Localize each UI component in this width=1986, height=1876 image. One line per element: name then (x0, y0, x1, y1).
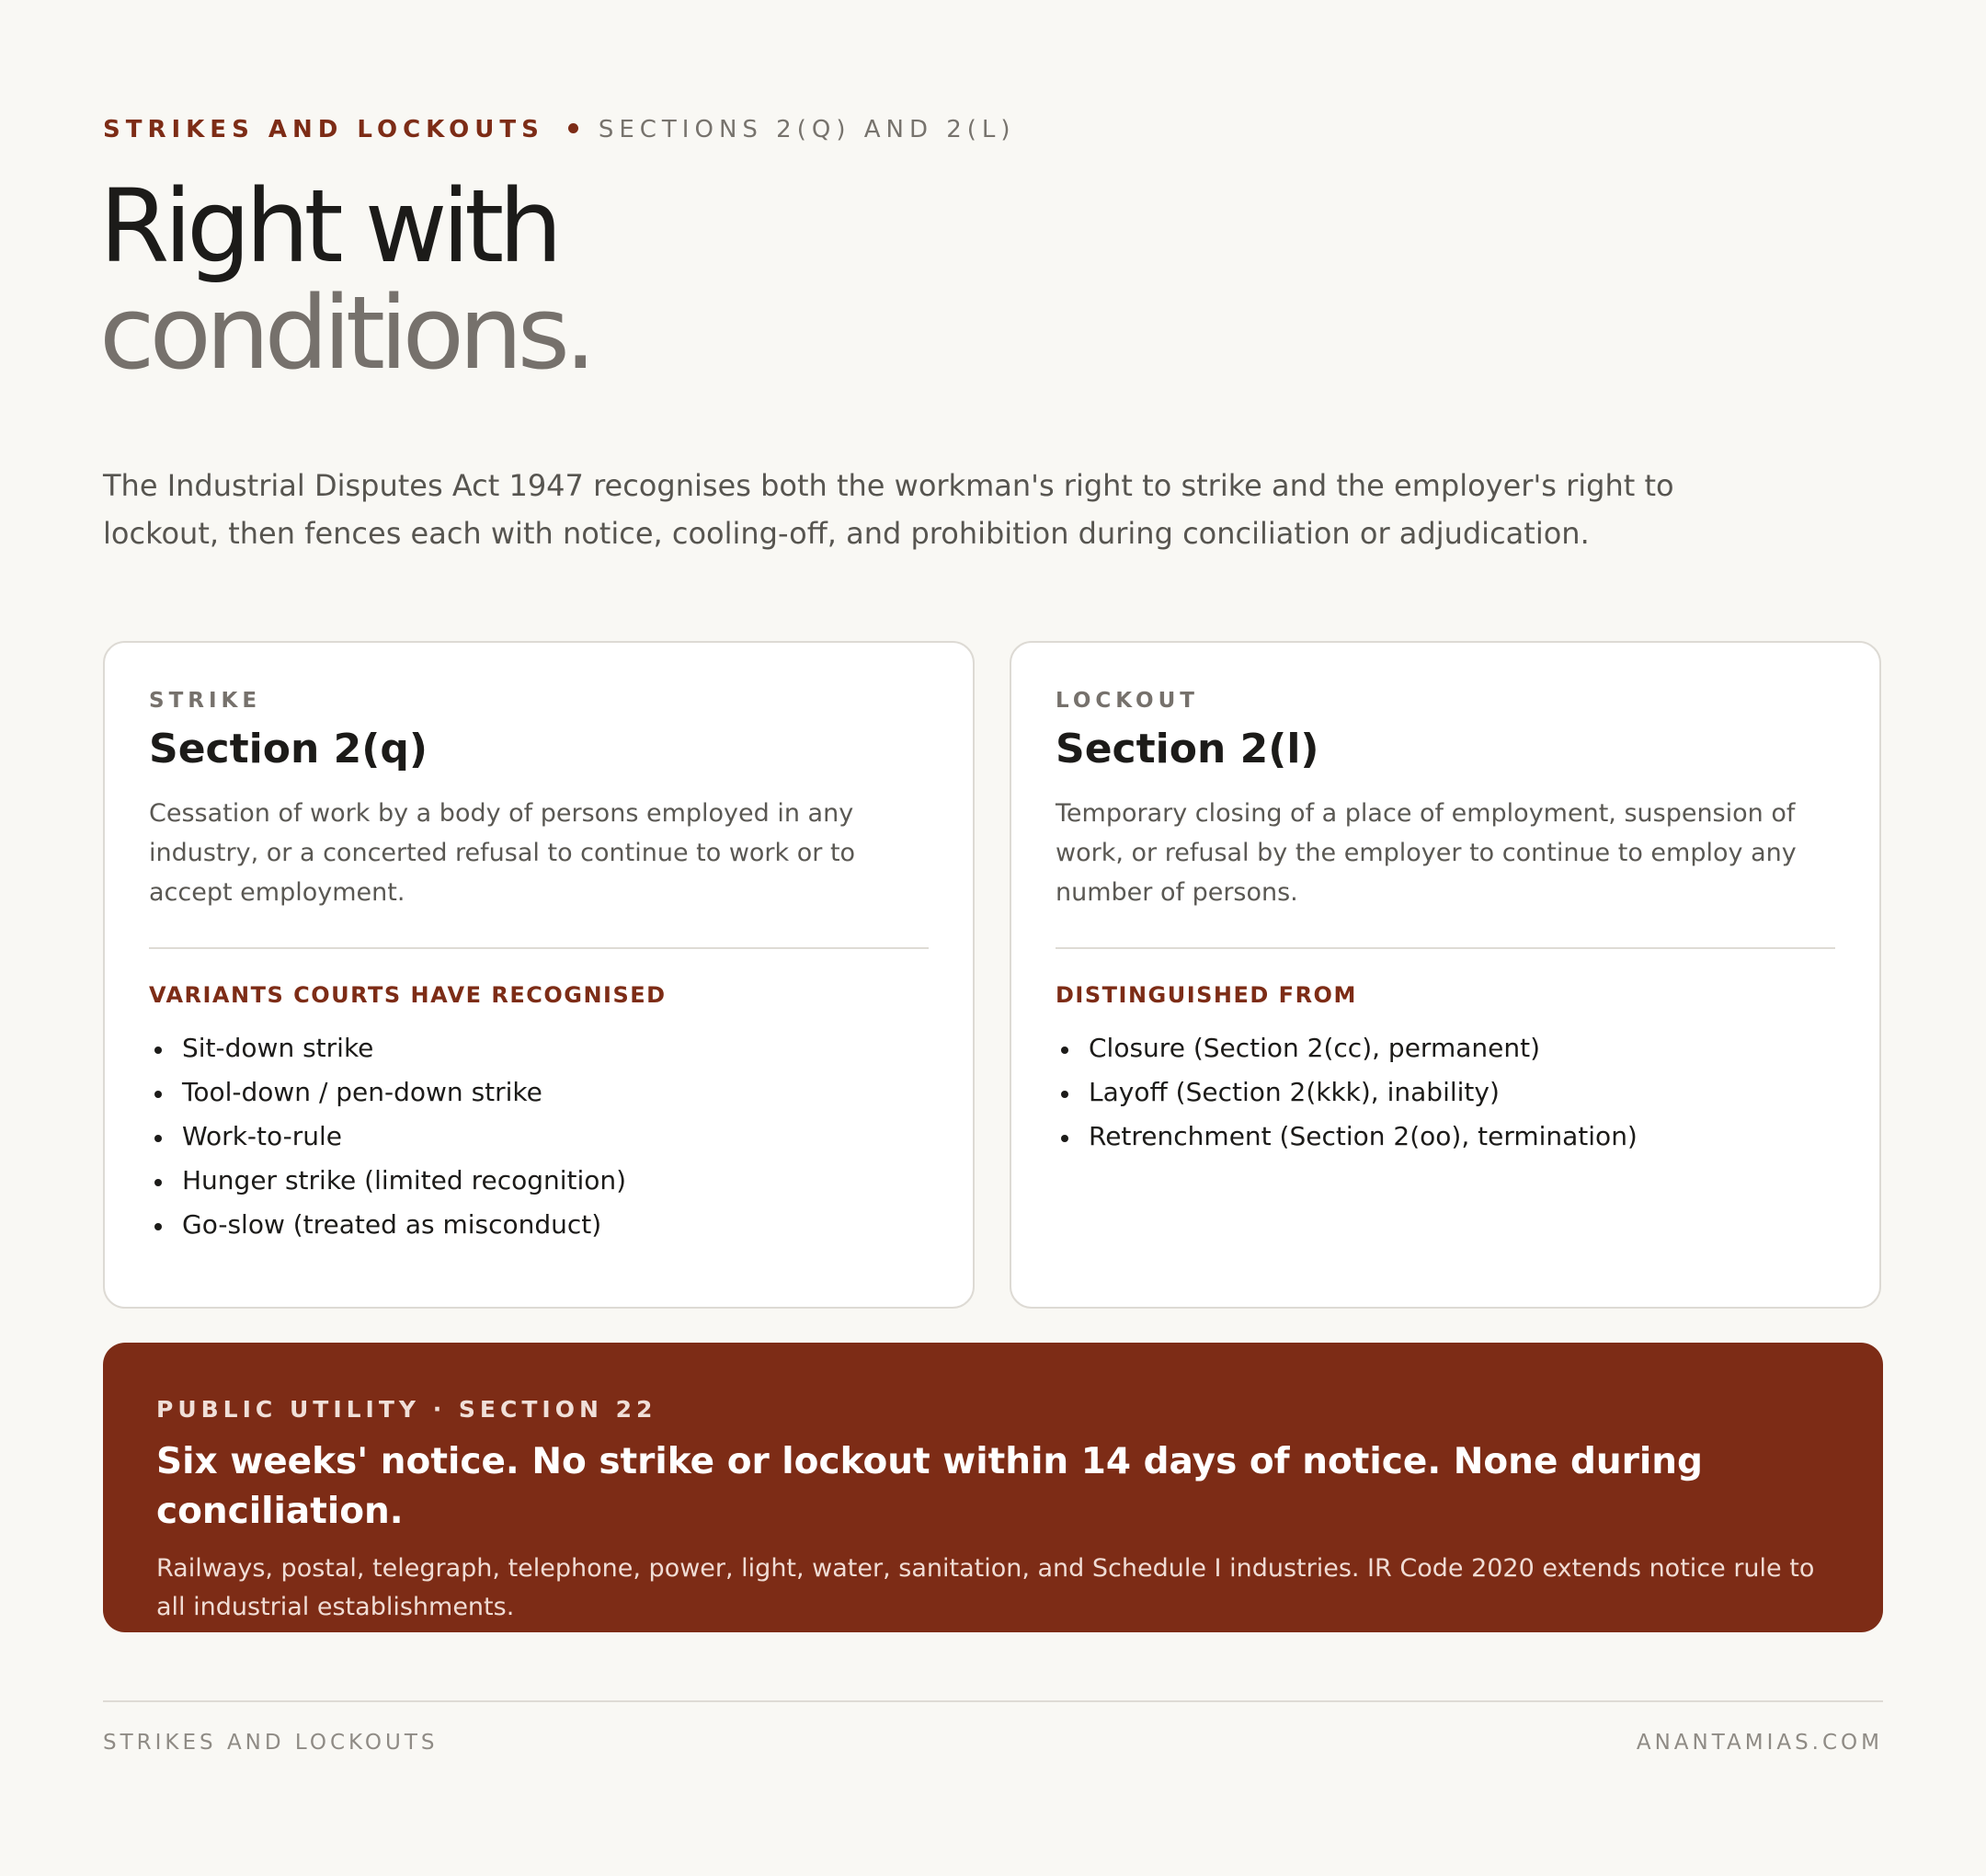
eyebrow (103, 116, 1016, 143)
page-title-line-2: conditions. (99, 274, 591, 392)
card-label: STRIKE (149, 689, 262, 713)
eyebrow-sections: SECTIONS 2(Q) AND 2(L) (598, 116, 1016, 143)
list-item: Work-to-rule (149, 1115, 929, 1159)
card-divider (149, 947, 929, 949)
bullet-dot-icon (568, 123, 578, 133)
banner-label: PUBLIC UTILITY · SECTION 22 (156, 1396, 657, 1423)
list-item: Sit-down strike (149, 1026, 929, 1070)
distinguished-list (1056, 1026, 1835, 1159)
footer-site-link[interactable]: ANANTAMIAS.COM (1636, 1731, 1883, 1755)
list-item: Tool-down / pen-down strike (149, 1070, 929, 1115)
card-subhead: VARIANTS COURTS HAVE RECOGNISED (149, 982, 667, 1008)
variants-list (149, 1026, 929, 1247)
public-utility-banner (103, 1343, 1883, 1632)
footer-divider (103, 1700, 1883, 1702)
banner-heading: Six weeks' notice. No strike or lockout within 14 days of notice. None during conciliation. (156, 1441, 1703, 1532)
footer-left: STRIKES AND LOCKOUTS (103, 1731, 439, 1755)
list-item: Retrenchment (Section 2(oo), termination) (1056, 1115, 1835, 1159)
eyebrow-topic: STRIKES AND LOCKOUTS (103, 116, 544, 143)
card-divider (1056, 947, 1835, 949)
list-item: Closure (Section 2(cc), permanent) (1056, 1026, 1835, 1070)
card-description: Cessation of work by a body of persons employed in any industry, or a concerted refusal to continue to work or to accept employment. (149, 799, 856, 907)
list-item: Go-slow (treated as misconduct) (149, 1203, 929, 1247)
strike-card (103, 641, 975, 1309)
card-description: Temporary closing of a place of employment, suspension of work, or refusal by the employer to continue to employ any number of persons. (1056, 799, 1797, 907)
page-title-line-1: Right with (99, 167, 558, 285)
list-item: Layoff (Section 2(kkk), inability) (1056, 1070, 1835, 1115)
lockout-card (1010, 641, 1881, 1309)
card-subhead: DISTINGUISHED FROM (1056, 982, 1357, 1008)
card-title: Section 2(l) (1056, 726, 1319, 772)
card-title: Section 2(q) (149, 726, 428, 772)
card-label: LOCKOUT (1056, 689, 1199, 713)
intro-paragraph: The Industrial Disputes Act 1947 recognises both the workman's right to strike and the employer's right to lockout, then fences each with notice, cooling-off, and prohibition during conciliation or adjudication. (103, 468, 1674, 551)
list-item: Hunger strike (limited recognition) (149, 1159, 929, 1203)
banner-body: Railways, postal, telegraph, telephone, power, light, water, sanitation, and Schedule I industries. IR Code 2020 extends notice rule to all industrial establishments. (156, 1554, 1815, 1621)
page-title (99, 167, 591, 392)
